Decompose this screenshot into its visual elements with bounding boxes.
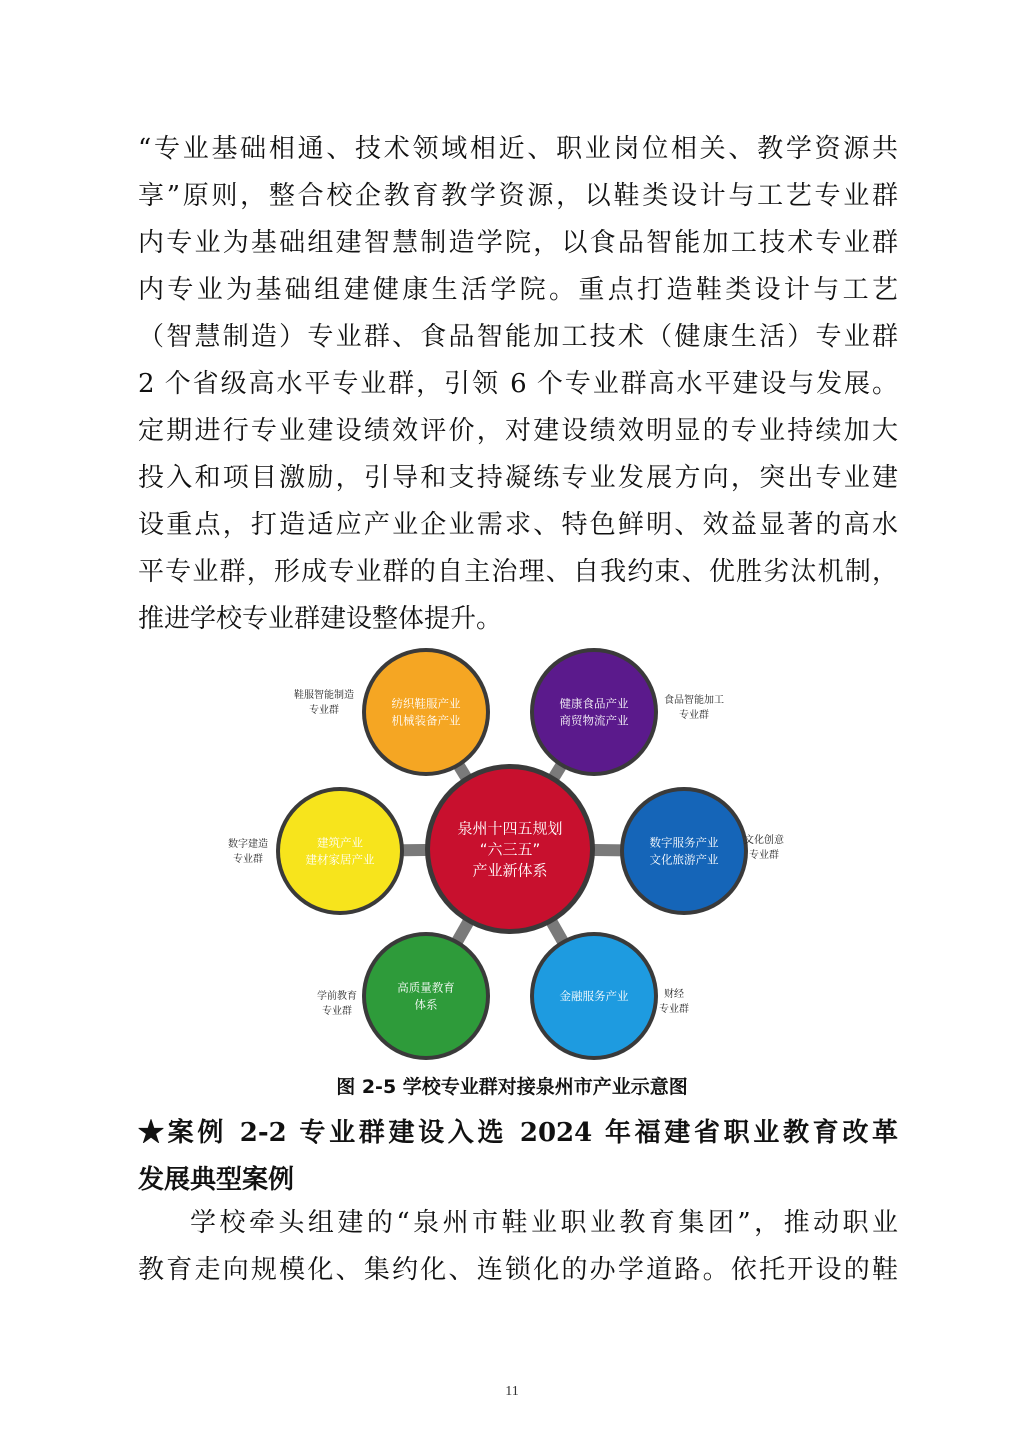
text-line: （智慧制造）专业群、食品智能加工技术（健康生活）专业群 — [138, 322, 898, 352]
text-line: “专业基础相通、技术领域相近、职业岗位相关、教学资源共 — [138, 134, 898, 164]
figure-caption: 图 2-5 学校专业群对接泉州市产业示意图 — [336, 1076, 688, 1098]
industry-node — [366, 652, 486, 772]
center-node-label: 产业新体系 — [472, 861, 548, 880]
major-group-label: 数字建造 — [228, 839, 268, 851]
industry-node-label: 建筑产业 — [317, 835, 363, 850]
industry-node-label: 健康食品产业 — [559, 696, 629, 711]
text-line: 设重点，打造适应产业企业需求、特色鲜明、效益显著的高水 — [138, 510, 898, 540]
case-heading — [138, 1110, 898, 1204]
page-number: 11 — [505, 1384, 519, 1399]
industry-node-label: 体系 — [414, 997, 438, 1012]
major-group-label: 文化创意 — [744, 835, 784, 847]
industry-node-label: 机械装备产业 — [391, 713, 461, 728]
text-line: 平专业群，形成专业群的自主治理、自我约束、优胜劣汰机制， — [138, 557, 898, 587]
major-group-label: 鞋服智能制造 — [294, 690, 354, 702]
text-line: 教育走向规模化、集约化、连锁化的办学道路。依托开设的鞋 — [138, 1255, 898, 1285]
industry-node-label: 建材家居产业 — [305, 852, 375, 867]
text-line: 内专业为基础组建健康生活学院。重点打造鞋类设计与工艺 — [138, 275, 898, 305]
major-group-label: 食品智能加工 — [664, 695, 724, 707]
industry-node — [624, 791, 744, 911]
text-line: 2 个省级高水平专业群，引领 6 个专业群高水平建设与发展。 — [138, 369, 898, 399]
industry-node — [534, 652, 654, 772]
text-line: 定期进行专业建设绩效评价，对建设绩效明显的专业持续加大 — [138, 416, 898, 446]
major-group-label: 专业群 — [233, 854, 263, 866]
industry-node — [366, 936, 486, 1056]
text-line: 投入和项目激励，引导和支持凝练专业发展方向，突出专业建 — [138, 463, 898, 493]
center-node-label: “六三五” — [479, 840, 541, 859]
industry-node-label: 数字服务产业 — [649, 835, 719, 850]
text-line: 内专业为基础组建智慧制造学院，以食品智能加工技术专业群 — [138, 228, 898, 258]
major-group-label: 专业群 — [309, 705, 339, 717]
industry-node-label: 金融服务产业 — [559, 989, 629, 1004]
industry-node — [280, 791, 400, 911]
industry-node-label: 纺织鞋服产业 — [391, 696, 461, 711]
heading-line: 发展典型案例 — [138, 1165, 295, 1195]
major-group-label: 专业群 — [749, 850, 779, 862]
major-group-label: 专业群 — [659, 1004, 689, 1016]
major-group-label: 专业群 — [679, 710, 709, 722]
major-group-label: 财经 — [664, 989, 684, 1001]
text-line: 享”原则，整合校企教育教学资源，以鞋类设计与工艺专业群 — [138, 181, 898, 211]
major-group-label: 学前教育 — [317, 991, 357, 1003]
paragraph-2 — [138, 1200, 898, 1294]
industry-node-label: 商贸物流产业 — [559, 713, 629, 728]
major-group-label: 专业群 — [322, 1006, 352, 1018]
industry-node-label: 文化旅游产业 — [649, 852, 719, 867]
industry-node-label: 高质量教育 — [397, 980, 455, 995]
text-line: 学校牵头组建的“泉州市鞋业职业教育集团”，推动职业 — [190, 1208, 898, 1238]
text-line: 推进学校专业群建设整体提升。 — [138, 604, 503, 634]
heading-line: ★案例 2-2 专业群建设入选 2024 年福建省职业教育改革 — [138, 1118, 898, 1148]
center-node-label: 泉州十四五规划 — [457, 819, 563, 838]
